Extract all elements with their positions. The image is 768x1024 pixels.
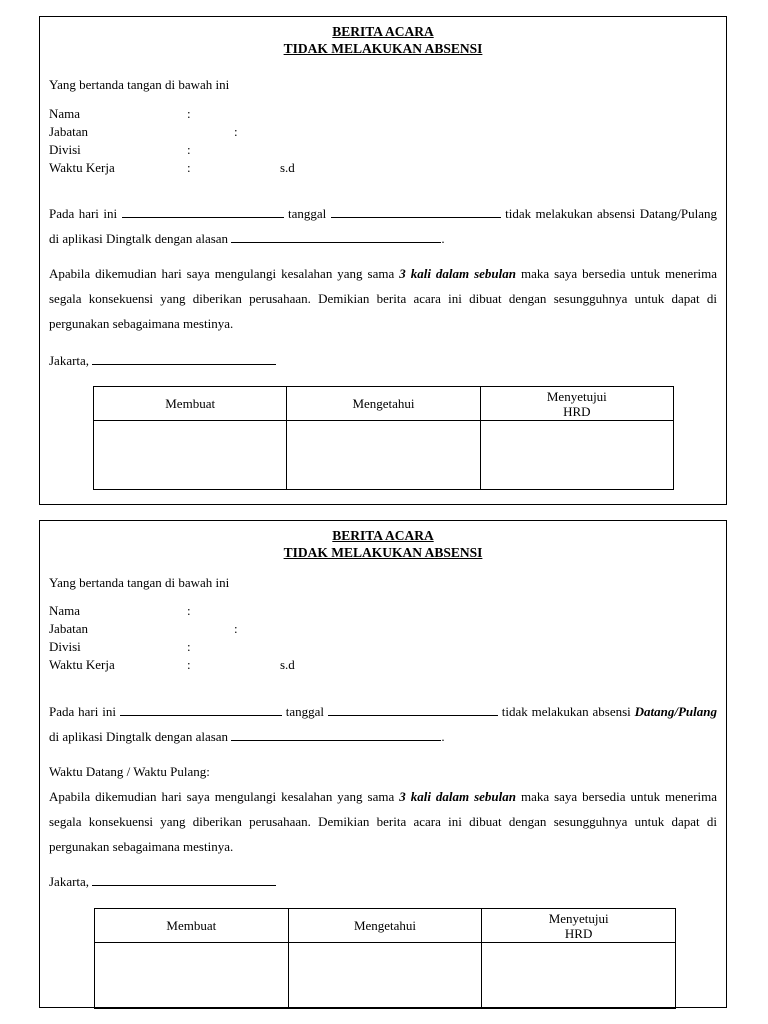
label-waktu-kerja: Waktu Kerja [49,657,115,672]
label-divisi: Divisi [49,142,81,157]
colon-waktu-kerja: : [187,160,191,175]
blank-tanggal[interactable] [328,703,498,716]
blank-date[interactable] [92,873,276,886]
label-divisi: Divisi [49,639,81,654]
colon-divisi: : [187,142,191,157]
sig-box-membuat[interactable] [95,943,289,1009]
label-jabatan: Jabatan [49,124,88,139]
paragraph-absensi: Pada hari ini tanggal tidak melakukan absensi Datang/Pulang di aplikasi Dingtalk dengan alasan . [49,206,717,246]
form-berita-acara-2 [39,520,727,1008]
sig-header-menyetujui: Menyetujui HRD [482,909,676,943]
form-title: BERITA ACARA [332,528,434,543]
waktu-datang-pulang: Waktu Datang / Waktu Pulang: [49,764,210,779]
label-nama: Nama [49,603,81,618]
sig-header-mengetahui: Mengetahui [288,909,482,943]
blank-date[interactable] [92,352,276,365]
label-jabatan: Jabatan [49,621,88,636]
sig-box-menyetujui[interactable] [482,943,676,1009]
sig-box-membuat[interactable] [94,421,287,490]
blank-alasan[interactable] [231,230,441,243]
intro-text: Yang bertanda tangan di bawah ini [49,575,230,590]
colon-jabatan: : [234,124,238,139]
colon-divisi: : [187,639,191,654]
form-title: BERITA ACARA [332,24,434,39]
sd-text: s.d [280,160,295,175]
sig-box-menyetujui[interactable] [480,421,673,490]
paragraph-konsekuensi: Apabila dikemudian hari saya mengulangi kesalahan yang sama 3 kali dalam sebulan maka saya bersedia untuk menerima segala konsekuensi yang diberikan perusahaan. Demikian berita acara ini dibuat dengan sesungguhnya untuk dapat di pergunakan sebagaimana mestinya. [49,266,718,331]
colon-waktu-kerja: : [187,657,191,672]
colon-nama: : [187,106,191,121]
form-subtitle: TIDAK MELAKUKAN ABSENSI [283,545,483,560]
form-subtitle: TIDAK MELAKUKAN ABSENSI [283,41,483,56]
sig-header-mengetahui: Mengetahui [287,387,480,421]
form-berita-acara-1 [39,16,727,505]
sig-header-membuat: Membuat [95,909,289,943]
sig-header-membuat: Membuat [94,387,287,421]
label-nama: Nama [49,106,81,121]
signature-table [94,908,676,1009]
sd-text: s.d [280,657,295,672]
blank-tanggal[interactable] [331,205,501,218]
blank-hari[interactable] [122,205,284,218]
place-date: Jakarta, [49,873,276,891]
blank-hari[interactable] [120,703,282,716]
label-waktu-kerja: Waktu Kerja [49,160,115,175]
intro-text: Yang bertanda tangan di bawah ini [49,77,230,92]
sig-header-menyetujui: Menyetujui HRD [480,387,673,421]
paragraph-konsekuensi: Apabila dikemudian hari saya mengulangi kesalahan yang sama 3 kali dalam sebulan maka saya bersedia untuk menerima segala konsekuensi yang diberikan perusahaan. Demikian berita acara ini dibuat dengan sesungguhnya untuk dapat di pergunakan sebagaimana mestinya. [49,789,718,854]
paragraph-absensi: Pada hari ini tanggal tidak melakukan absensi Datang/Pulang di aplikasi Dingtalk dengan alasan . [49,704,717,744]
signature-table [93,386,674,490]
place-date: Jakarta, [49,352,276,370]
colon-jabatan: : [234,621,238,636]
sig-box-mengetahui[interactable] [287,421,480,490]
colon-nama: : [187,603,191,618]
blank-alasan[interactable] [231,728,441,741]
sig-box-mengetahui[interactable] [288,943,482,1009]
